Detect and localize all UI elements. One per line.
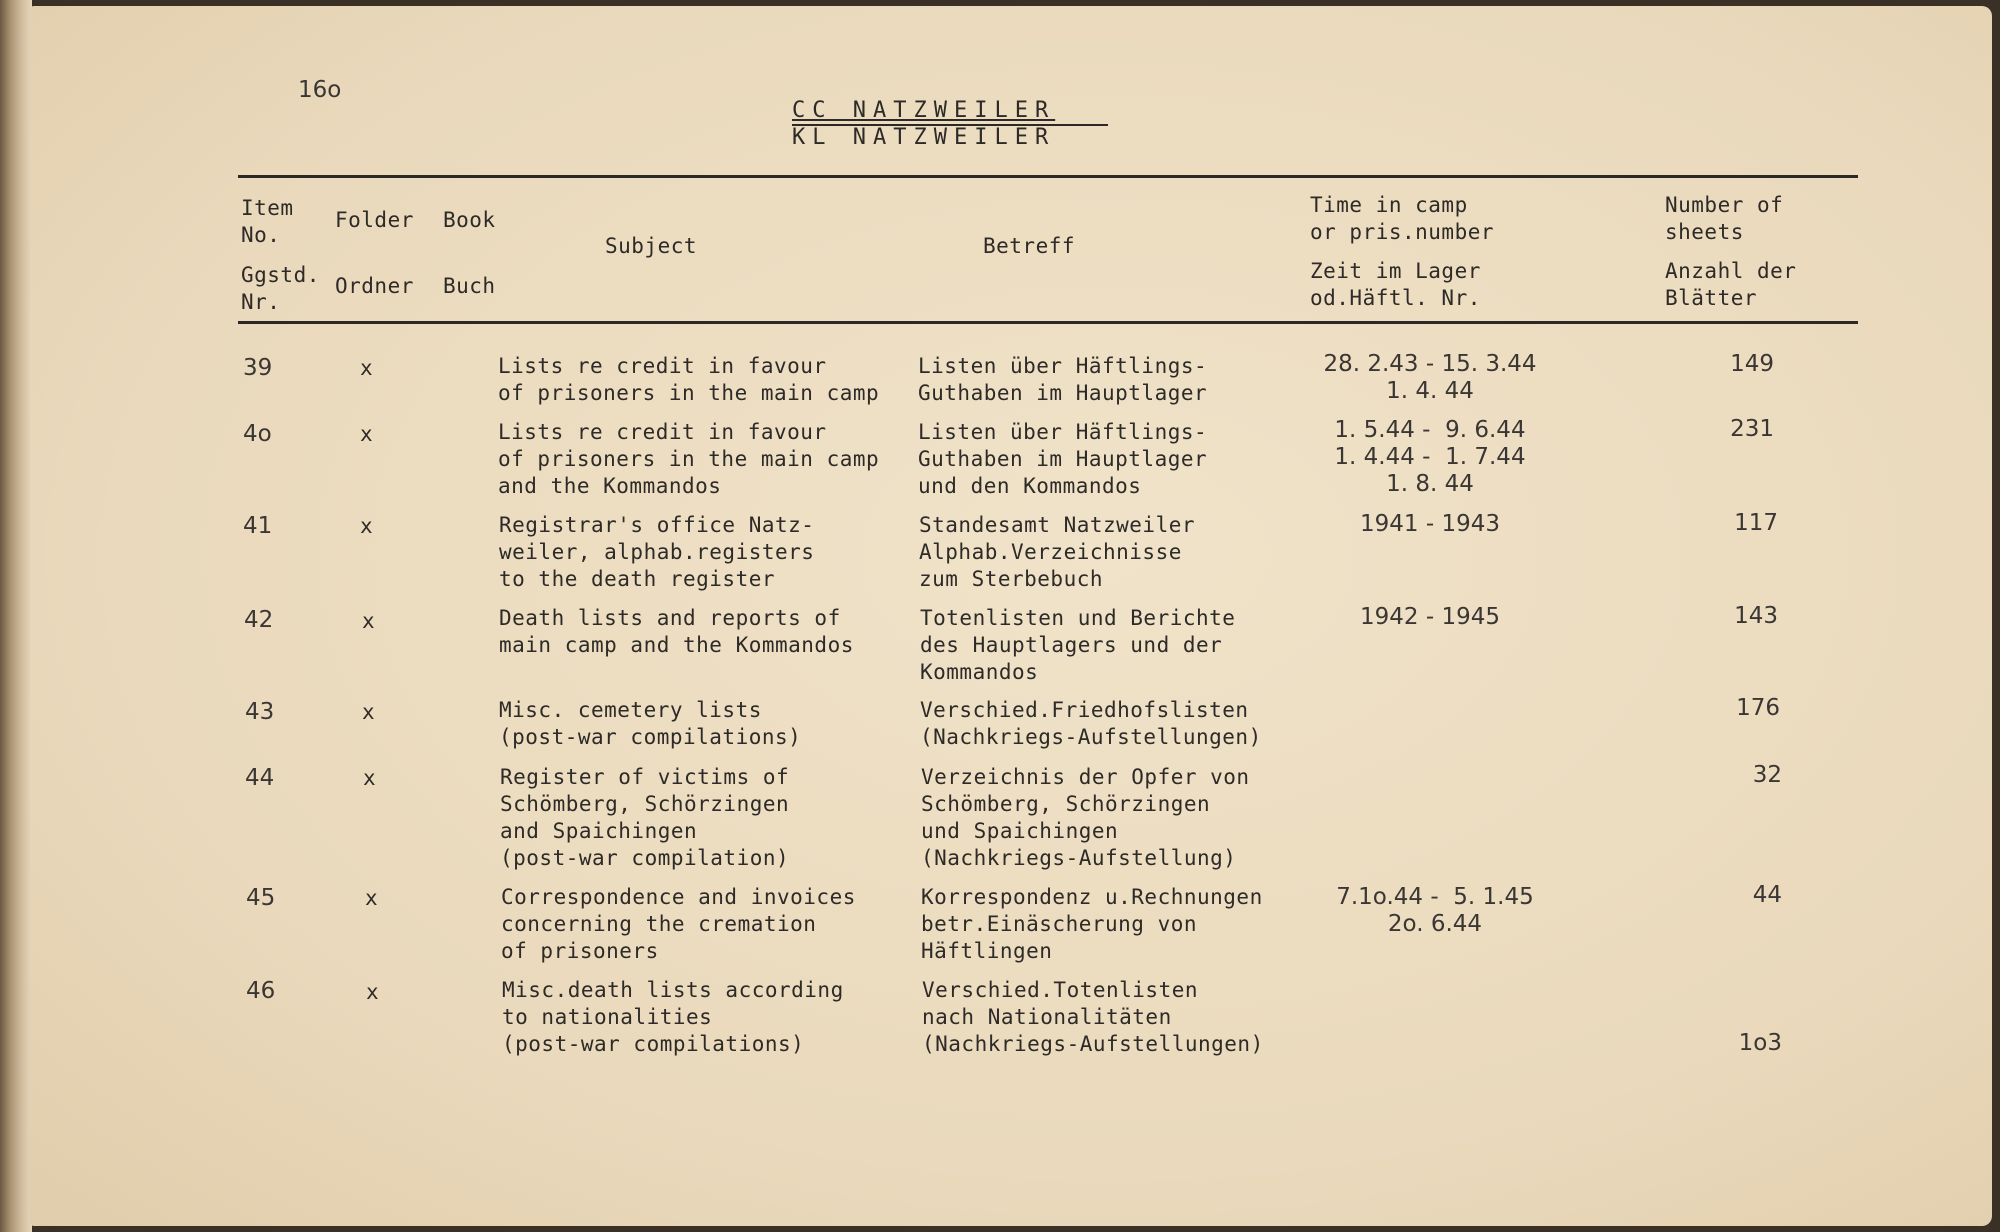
header-ordner: Ordner [335, 274, 414, 298]
row-sheets: 231 [1730, 416, 1774, 442]
row-item: 41 [243, 513, 273, 539]
row-betreff: Listen über Häftlings- Guthaben im Hauptlager [918, 354, 1208, 405]
row-folder-mark: x [366, 980, 380, 1004]
row-betreff: Standesamt Natzweiler Alphab.Verzeichnisse zum Sterbebuch [919, 513, 1196, 591]
row-time: 1941 - 1943 [1360, 511, 1500, 537]
row-time: 1942 - 1945 [1360, 604, 1500, 630]
row-item: 44 [245, 765, 275, 791]
row-time: 28. 2.43 - 15. 3.44 1. 4. 44 [1323, 351, 1537, 404]
title-line-1: CC NATZWEILER [792, 98, 1056, 123]
header-item-no: Item No. [241, 196, 294, 247]
row-folder-mark: x [360, 356, 374, 380]
row-item: 4o [243, 421, 272, 447]
row-sheets: 143 [1734, 603, 1778, 629]
row-sheets: 149 [1730, 351, 1774, 377]
header-subject: Subject [605, 234, 698, 258]
page-number: 16o [298, 77, 342, 103]
row-betreff: Korrespondenz u.Rechnungen betr.Einäscherung von Häftlingen [921, 885, 1263, 963]
header-book: Book [443, 208, 496, 232]
header-bottom-rule [238, 321, 1858, 324]
header-sheets-en: Number of sheets [1665, 193, 1784, 244]
row-subject: Misc.death lists according to nationalities (post-war compilations) [502, 978, 844, 1056]
header-buch: Buch [443, 274, 496, 298]
row-item: 39 [243, 355, 273, 381]
row-betreff: Totenlisten und Berichte des Hauptlagers und der Kommandos [920, 606, 1236, 684]
book-spine [0, 0, 32, 1232]
row-subject: Register of victims of Schömberg, Schörzingen and Spaichingen (post-war compilation) [500, 765, 790, 870]
header-folder: Folder [335, 208, 414, 232]
row-subject: Correspondence and invoices concerning the cremation of prisoners [501, 885, 856, 963]
row-sheets: 1o3 [1738, 1030, 1782, 1056]
row-subject: Lists re credit in favour of prisoners in the main camp and the Kommandos [498, 420, 880, 498]
row-folder-mark: x [360, 422, 374, 446]
header-ggstd-nr: Ggstd. Nr. [241, 263, 320, 314]
header-betreff: Betreff [983, 234, 1076, 258]
row-time: 7.1o.44 - 5. 1.45 2o. 6.44 [1336, 884, 1534, 937]
row-item: 46 [246, 978, 276, 1004]
header-time-de: Zeit im Lager od.Häftl. Nr. [1310, 259, 1481, 310]
row-item: 45 [246, 885, 276, 911]
row-item: 43 [245, 699, 275, 725]
row-subject: Death lists and reports of main camp and the Kommandos [499, 606, 854, 657]
header-sheets-de: Anzahl der Blätter [1665, 259, 1797, 310]
header-time-en: Time in camp or pris.number [1310, 193, 1495, 244]
row-betreff: Listen über Häftlings- Guthaben im Hauptlager und den Kommandos [918, 420, 1208, 498]
row-folder-mark: x [362, 609, 376, 633]
row-subject: Misc. cemetery lists (post-war compilations) [499, 698, 802, 749]
row-folder-mark: x [362, 700, 376, 724]
title-line-2: KL NATZWEILER [792, 125, 1056, 150]
row-folder-mark: x [363, 766, 377, 790]
row-folder-mark: x [360, 514, 374, 538]
row-sheets: 176 [1736, 695, 1780, 721]
header-top-rule [238, 175, 1858, 178]
row-subject: Lists re credit in favour of prisoners in the main camp [498, 354, 880, 405]
row-sheets: 32 [1752, 762, 1782, 788]
row-sheets: 117 [1734, 510, 1778, 536]
row-betreff: Verzeichnis der Opfer von Schömberg, Schörzingen und Spaichingen (Nachkriegs-Aufstellung) [921, 765, 1250, 870]
row-betreff: Verschied.Totenlisten nach Nationalitäten (Nachkriegs-Aufstellungen) [922, 978, 1264, 1056]
row-betreff: Verschied.Friedhofslisten (Nachkriegs-Aufstellungen) [920, 698, 1262, 749]
row-time: 1. 5.44 - 9. 6.44 1. 4.44 - 1. 7.44 1. 8. 44 [1334, 417, 1526, 497]
row-subject: Registrar's office Natz- weiler, alphab.registers to the death register [499, 513, 815, 591]
row-folder-mark: x [365, 886, 379, 910]
row-item: 42 [244, 607, 274, 633]
row-sheets: 44 [1752, 882, 1782, 908]
